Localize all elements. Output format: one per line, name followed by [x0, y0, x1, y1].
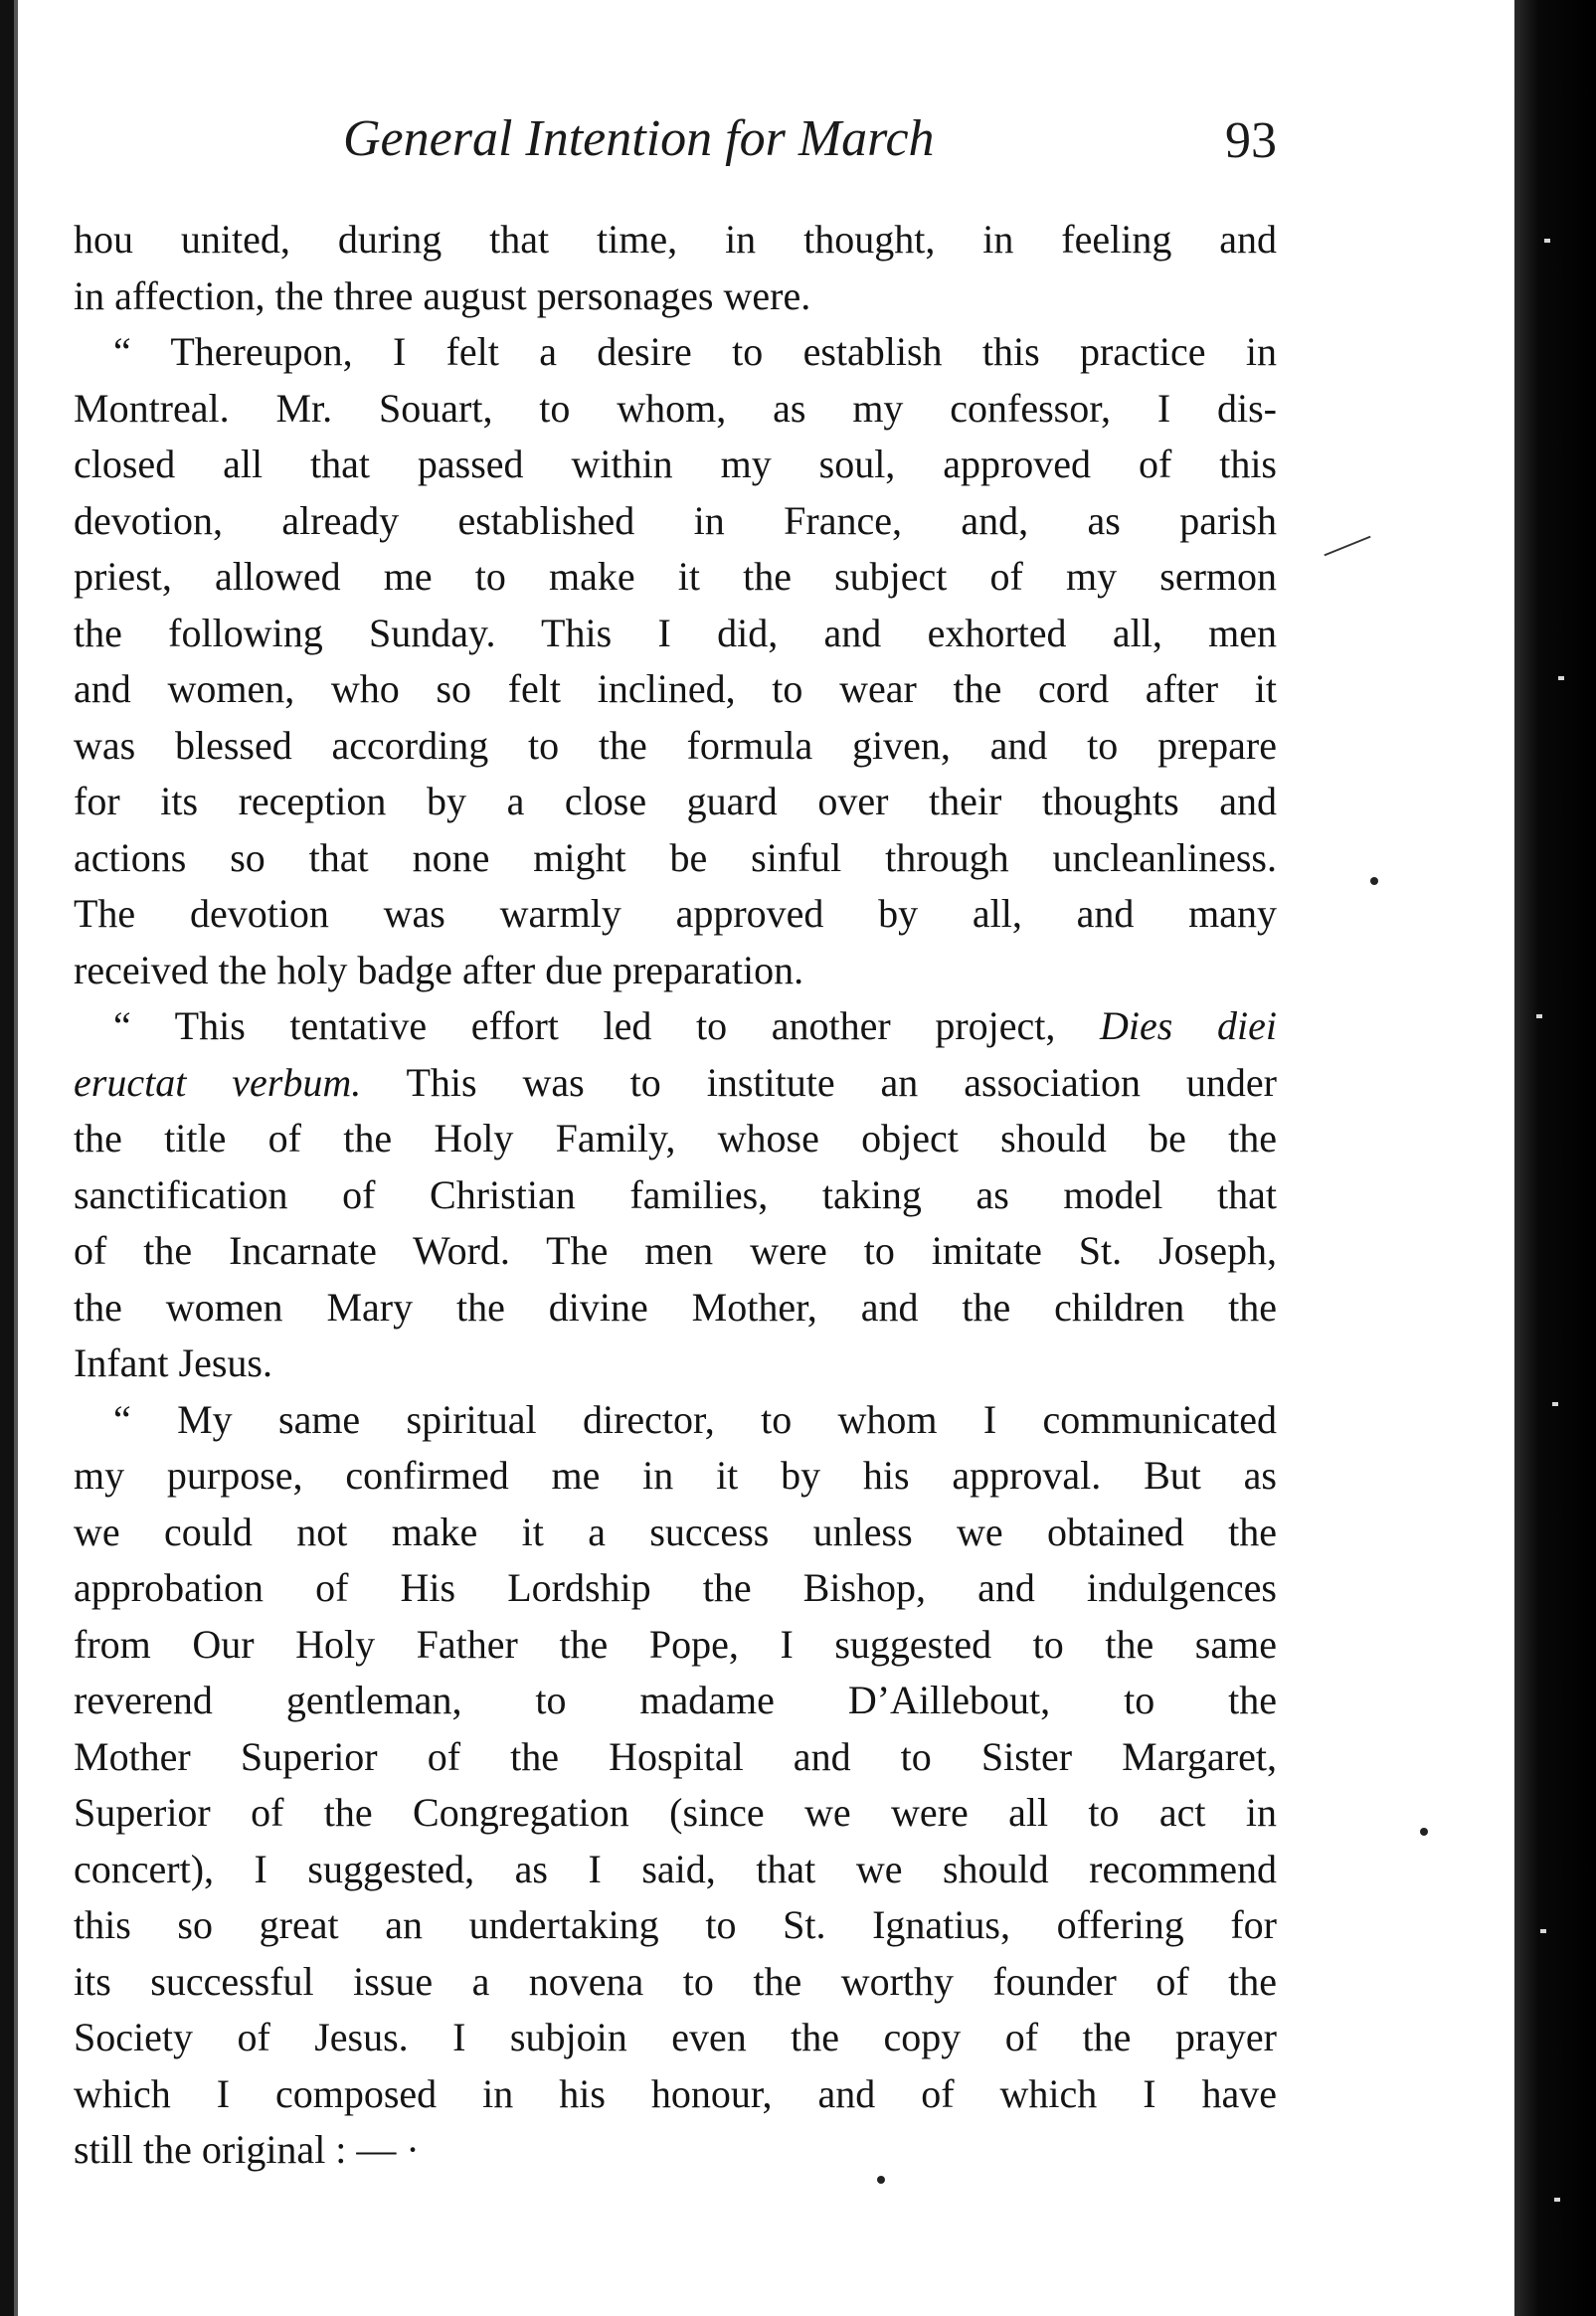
body-text [74, 212, 1277, 2179]
line-text: its successful issue a novena to the worthy founder of the [74, 1958, 1277, 2004]
text-line [74, 1223, 1277, 1280]
text-line [74, 1055, 1277, 1112]
text-line [74, 998, 1277, 1055]
line-text: The devotion was warmly approved by all, and many [74, 891, 1277, 936]
scan-speck [1552, 1402, 1558, 1406]
scan-speck [1544, 239, 1550, 243]
text-line [74, 1729, 1277, 1786]
text-line [74, 437, 1277, 493]
line-text: my purpose, confirmed me in it by his approval. But as [74, 1453, 1277, 1498]
text-line [74, 1617, 1277, 1674]
line-text: Superior of the Congregation (since we were all to act in [74, 1790, 1277, 1835]
line-text: the following Sunday. This I did, and exhorted all, men [74, 610, 1277, 655]
line-text: “ This tentative effort led to another project, [113, 1003, 1056, 1048]
ink-speck [1420, 1828, 1428, 1836]
text-line [74, 212, 1277, 268]
line-text: reverend gentleman, to madame D’Aillebout, to the [74, 1678, 1277, 1722]
line-text: the title of the Holy Family, whose object should be the [74, 1116, 1277, 1160]
text-line [74, 943, 1277, 999]
text-line [74, 493, 1277, 550]
scan-speck [1554, 2198, 1560, 2202]
page-number: 93 [1225, 112, 1277, 169]
line-text: of the Incarnate Word. The men were to imitate St. Joseph, [74, 1228, 1277, 1273]
text-line [74, 1560, 1277, 1617]
line-text: Society of Jesus. I subjoin even the copy of the prayer [74, 2015, 1277, 2059]
text-line [74, 886, 1277, 943]
scan-edge-left [0, 0, 14, 2316]
line-text: which I composed in his honour, and of which I have [74, 2070, 1277, 2116]
running-title: General Intention for March [343, 110, 935, 167]
text-line [74, 1392, 1277, 1449]
line-text: This was to institute an association under [361, 1059, 1277, 1105]
italic-phrase: eructat verbum. [74, 1059, 362, 1105]
italic-phrase: Dies diei [1100, 1003, 1277, 1048]
text-line [74, 1505, 1277, 1561]
line-text: still the original : — · [74, 2127, 420, 2172]
line-text: for its reception by a close guard over their thoughts and [74, 779, 1277, 823]
line-text: devotion, already established in France, and, as parish [74, 497, 1277, 543]
line-text: in affection, the three august personages were. [74, 272, 811, 318]
line-text: the women Mary the divine Mother, and the children the [74, 1284, 1277, 1330]
line-text: from Our Holy Father the Pope, I suggested to the same [74, 1621, 1277, 1667]
line-text: concert), I suggested, as I said, that we should recommend [74, 1846, 1277, 1891]
line-text: received the holy badge after due preparation. [74, 947, 804, 992]
text-line [74, 1336, 1277, 1392]
scan-edge-left-shadow [14, 0, 18, 2316]
margin-pencil-mark [1324, 536, 1370, 557]
text-line [74, 1673, 1277, 1729]
line-text: closed all that passed within my soul, approved of this [74, 442, 1277, 486]
text-line [74, 549, 1277, 606]
line-text: was blessed according to the formula given, and to prepare [74, 722, 1277, 768]
text-line [74, 830, 1277, 887]
text-line [74, 381, 1277, 438]
text-line [74, 606, 1277, 662]
text-line [74, 1785, 1277, 1842]
line-text: and women, who so felt inclined, to wear the cord after it [74, 666, 1277, 711]
text-line [74, 1448, 1277, 1505]
line-text: approbation of His Lordship the Bishop, and indulgences [74, 1565, 1277, 1610]
text-line [74, 1897, 1277, 1954]
line-text: sanctification of Christian families, taking as model that [74, 1171, 1277, 1217]
text-line [74, 1280, 1277, 1336]
line-text: Mother Superior of the Hospital and to Sister Margaret, [74, 1733, 1277, 1779]
line-text: Infant Jesus. [74, 1340, 272, 1385]
line-text: priest, allowed me to make it the subject of my sermon [74, 554, 1277, 599]
line-text: this so great an undertaking to St. Ignatius, offering for [74, 1902, 1277, 1947]
line-text: “ Thereupon, I felt a desire to establish this practice in [113, 329, 1277, 374]
scan-speck [1540, 1929, 1546, 1933]
scan-speck [1536, 1014, 1542, 1018]
text-line [74, 1111, 1277, 1167]
line-text: we could not make it a success unless we obtained the [74, 1509, 1277, 1554]
line-text: actions so that none might be sinful through uncleanliness. [74, 834, 1277, 880]
line-text: hou united, during that time, in thought, in feeling and [74, 217, 1277, 262]
text-line [74, 718, 1277, 775]
text-line [74, 324, 1277, 381]
scan-edge-right [1514, 0, 1596, 2316]
text-line [74, 661, 1277, 718]
line-text: Montreal. Mr. Souart, to whom, as my confessor, I dis- [74, 385, 1277, 431]
text-line [74, 2010, 1277, 2066]
text-line [74, 1167, 1277, 1224]
text-line [74, 2122, 1277, 2179]
line-text: “ My same spiritual director, to whom I communicated [113, 1396, 1277, 1442]
text-line [74, 1954, 1277, 2011]
ink-speck [1370, 877, 1378, 885]
scan-speck [1558, 676, 1564, 680]
text-line [74, 1842, 1277, 1898]
text-line [74, 2066, 1277, 2123]
text-line [74, 774, 1277, 830]
text-line [74, 268, 1277, 325]
